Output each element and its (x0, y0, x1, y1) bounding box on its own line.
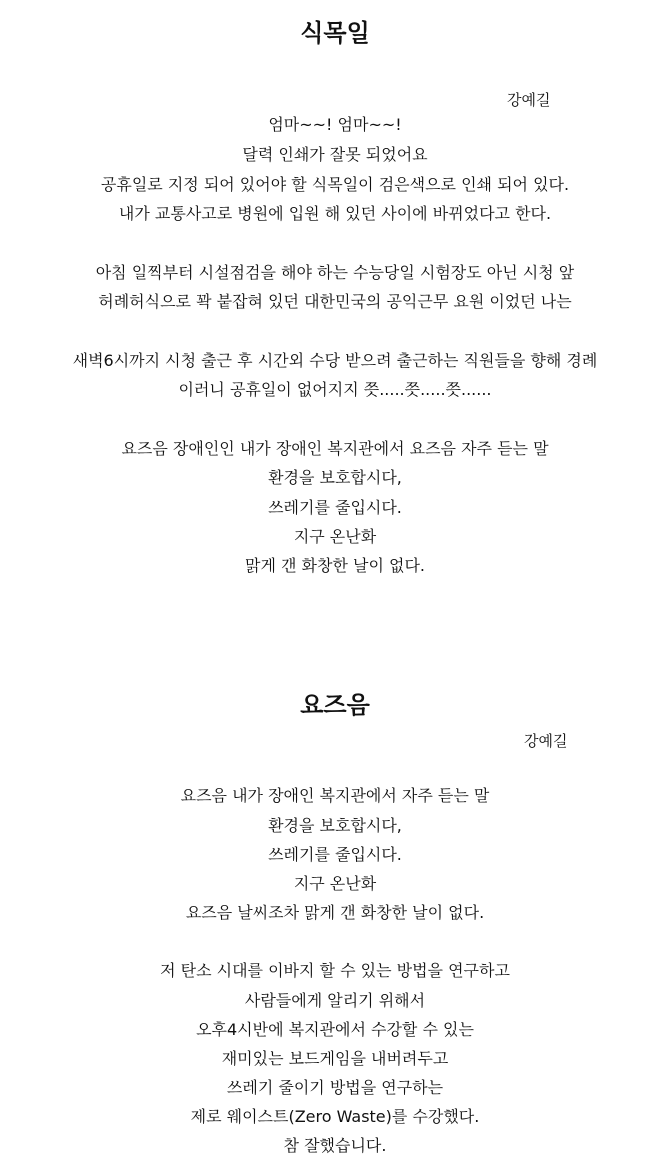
poem-1-line: 이러니 공휴일이 없어지지 쯧.....쯧.....쯧...... (178, 380, 492, 399)
poem-2-line: 참 잘했습니다. (283, 1136, 387, 1155)
poem-1-line: 허례허식으로 꽉 붙잡혀 있던 대한민국의 공익근무 요원 이었던 나는 (98, 292, 572, 311)
poem-2-line: 환경을 보호합시다, (268, 816, 402, 835)
poem-2-author: 강예길 (524, 732, 568, 750)
poem-2-line: 요즈음 내가 장애인 복지관에서 자주 듣는 말 (180, 786, 490, 805)
poem-1-line: 쓰레기를 줄입시다. (268, 498, 402, 517)
poem-1-line: 새벽6시까지 시청 출근 후 시간외 수당 받으려 출근하는 직원들을 향해 경례 (72, 351, 598, 370)
poem-2-line: 쓰레기를 줄입시다. (268, 845, 402, 864)
poem-1-author: 강예길 (507, 91, 551, 109)
poem-1-title: 식목일 (300, 19, 370, 47)
poem-1-line: 엄마~~! 엄마~~! (268, 115, 402, 134)
poem-1-line: 맑게 갠 화창한 날이 없다. (245, 556, 425, 575)
poem-1-line: 공휴일로 지정 되어 있어야 할 식목일이 검은색으로 인쇄 되어 있다. (100, 175, 570, 194)
poem-1-line: 아침 일찍부터 시설점검을 해야 하는 수능당일 시험장도 아닌 시청 앞 (95, 263, 575, 282)
poem-2-line: 지구 온난화 (293, 874, 377, 893)
poem-2-line: 재미있는 보드게임을 내버려두고 (221, 1049, 449, 1068)
poem-2-line: 저 탄소 시대를 이바지 할 수 있는 방법을 연구하고 (160, 961, 510, 980)
poem-1-line: 환경을 보호합시다, (268, 468, 402, 487)
poem-1-line: 내가 교통사고로 병원에 입원 해 있던 사이에 바뀌었다고 한다. (118, 204, 552, 223)
poem-1-line: 달력 인쇄가 잘못 되었어요 (242, 145, 428, 164)
poem-1-line: 지구 온난화 (293, 527, 377, 546)
poem-2-line: 요즈음 날씨조차 맑게 갠 화창한 날이 없다. (185, 903, 485, 922)
poem-2-line: 쓰레기 줄이기 방법을 연구하는 (226, 1078, 444, 1097)
poem-1-line: 요즈음 장애인인 내가 장애인 복지관에서 요즈음 자주 듣는 말 (121, 439, 549, 458)
poem-2-line: 사람들에게 알리기 위해서 (244, 991, 426, 1010)
poem-2-title: 요즈음 (300, 691, 370, 719)
poem-2-line: 오후4시반에 복지관에서 수강할 수 있는 (196, 1020, 474, 1039)
poem-2-line: 제로 웨이스트(Zero Waste)를 수강했다. (190, 1107, 480, 1126)
